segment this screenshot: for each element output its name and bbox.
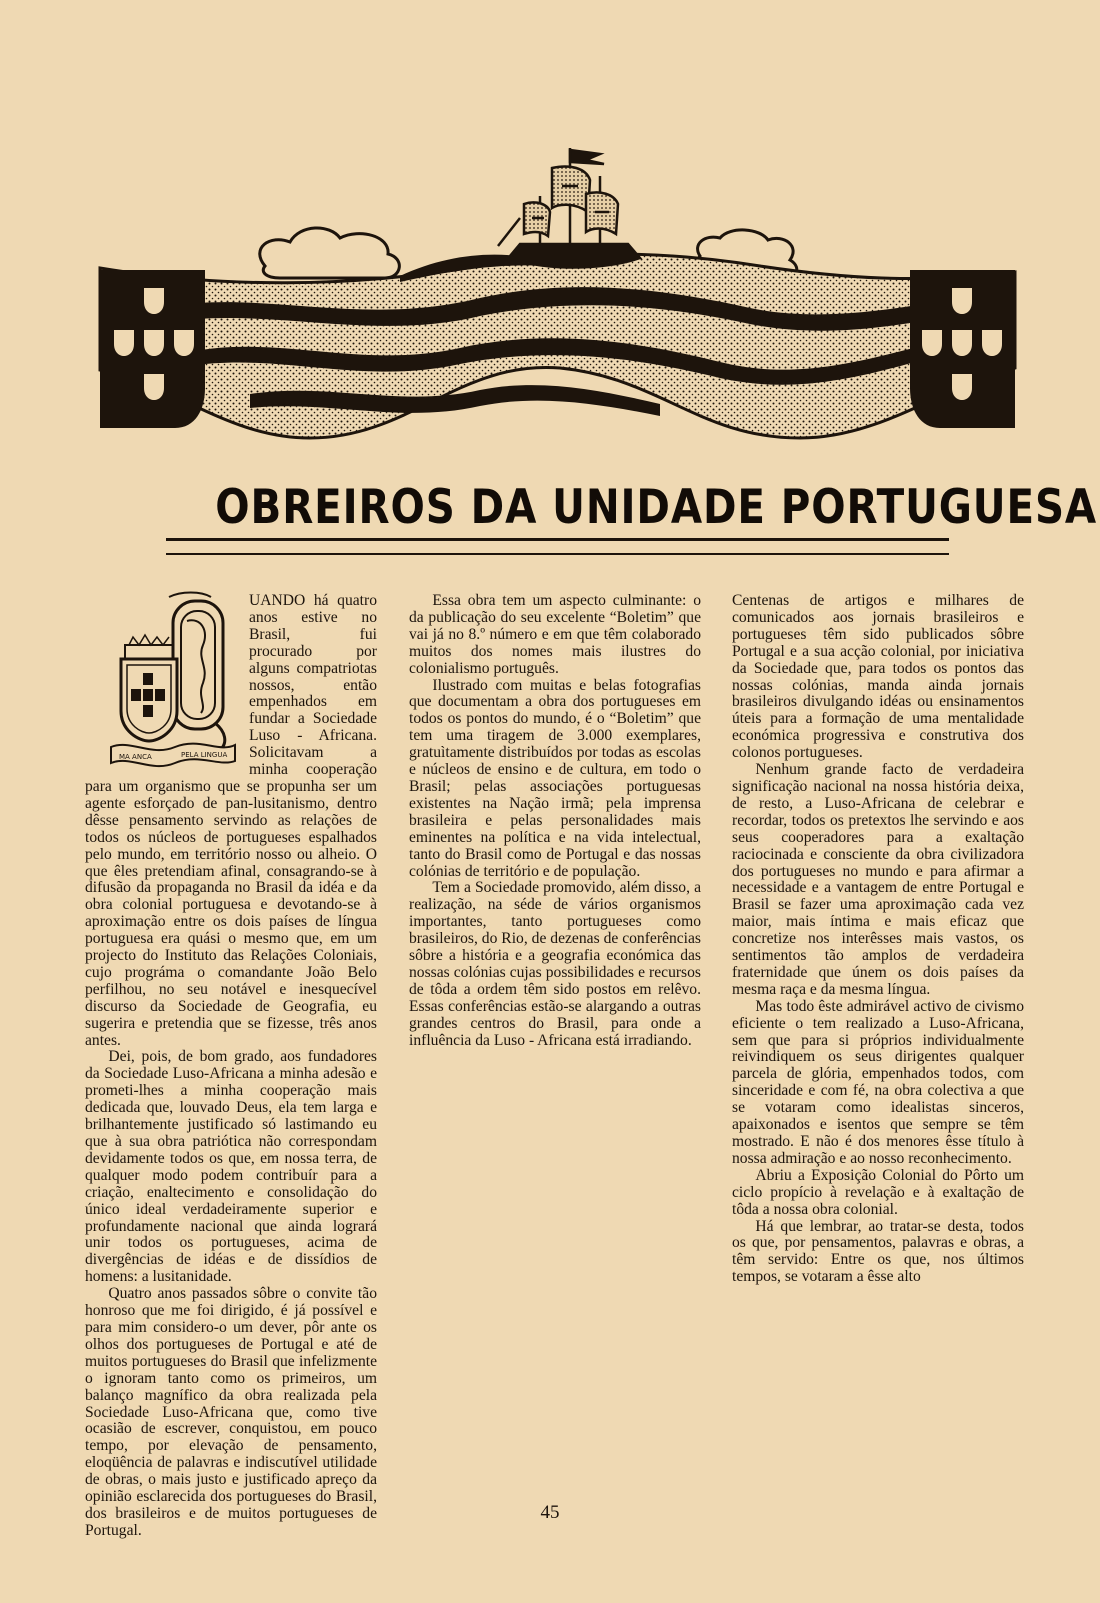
paragraph-8: Nenhum grande facto de verdadeira significação nacional na nossa história deixa, de resto, a Luso-Africana de celebrar e recordar, todos os pretextos lhe servindo e aos seus cooperadores para a exaltação raciocinada e consciente da obra civilizadora dos portugueses no mundo e para afirmar a necessidade e a vantagem de entre Portugal e Brasil se fazer uma aproximação cada vez maior, mais íntima e mais eficaz que concretize nos interêsses mais vastos, os sentimentos tão amplos de verdadeira fraternidade que únem os dois países da mesma raça e da mesma língua.	[732, 761, 1024, 998]
paragraph-7: Centenas de artigos e milhares de comunicados aos jornais brasileiros e portugueses têm sido publicados sôbre Portugal e a sua acção colonial, por iniciativa da Sociedade que, para todos os pontos das nossas colónias, manda ainda jornais brasileiros divulgando idéas ou ensinamentos úteis para a formação de uma mentalidade económica progressiva e construtiva dos colonos portugueses.	[732, 592, 1024, 762]
cloud-left-icon	[260, 228, 400, 278]
page-number: 45	[540, 1502, 560, 1523]
paragraph-9: Mas todo êste admirável activo de civismo eficiente o tem realizado a Luso-Africana, sem que para si próprios individualmente reivindiquem os seus dirigentes qualquer parcela de glória, empenhados todos, com sinceridade e com fé, na obra colectiva a que se votaram como idealistas sinceros, apaixonados e isentos que sempre se têm mostrado. E não é dos menores êsse título à nossa admiração e ao nosso reconhecimento.	[732, 997, 1024, 1167]
paragraph-1-text: há quatro anos estive no Brasil, fui procurado por alguns compatriotas nossos, então empenhados em fundar a Sociedade Luso - Africana. Solicitavam a minha cooperação para um organismo que se propunha ser um agente esforçado de pan-lusitanismo, dentro dêsse pensamento servindo as relações de todos os núcleos de portugueses espalhados pelo mundo, em território nosso ou alheio. O que êles pretendiam afinal, consagrando-se à difusão da propaganda no Brasil da idéa e da obra colonial portuguesa e devotando-se à aproximação entre os dois países de língua portuguesa era quási o mesmo que, em um projecto do Instituto das Relações Coloniais, cujo prográma o comandante João Belo perfilhou, no seu notável e inesquecível discurso da Sociedade de Geografia, eu sugerira e pretendia que se fizesse, três anos antes.	[85, 592, 377, 1049]
paragraph-6: Tem a Sociedade promovido, além disso, a realização, na séde de vários organismos importantes, tanto portugueses como brasileiros, do Rio, de dezenas de conferências sôbre a história e a geografia económica das nossas colónias cujas possibilidades e recursos de tôda a ordem têm sido postos em relêvo. Essas conferências estão-se alargando a outras grandes centros do Brasil, para onde a influência da Luso - Africana está irradiando.	[409, 879, 701, 1049]
title-rule-top	[166, 538, 949, 541]
motto-right: PELA LINGUA	[181, 751, 228, 759]
dropcap-q-emblem	[111, 591, 239, 767]
dropcap-lead: UANDO	[249, 592, 306, 609]
paragraph-2: Dei, pois, de bom grado, aos fundadores da Sociedade Luso-Africana a minha adesão e prometi-lhes a minha cooperação mais dedicada que, louvado Deus, ela tem larga e brilhantemente justificado só lastimando eu que à sua obra patriótica não correspondam devidamente todos os que, em nossa terra, de qualquer modo podem contribuír para a criação, enaltecimento e consolidação do único ideal verdadeiramente superior e profundamente nacional que ainda logrará unir todos os portugueses, acima de divergências de idéas e de dissídios de homens: a lusitanidade.	[85, 1048, 377, 1286]
paragraph-11: Há que lembrar, ao tratar-se desta, todos os que, por pensamentos, palavras e obras, a têm servido: Entre os que, nos últimos tempos, se votaram a êsse alto	[732, 1217, 1024, 1286]
column-2	[409, 593, 701, 1508]
paragraph-4: Essa obra tem um aspecto culminante: o da publicação do seu excelente “Boletim” que vai já no 8.º número e em que têm colaborado muitos dos nomes mais ilustres do colonialismo português.	[409, 592, 701, 677]
column-1	[85, 592, 377, 1539]
paragraph-3: Quatro anos passados sôbre o convite tão honroso que me foi dirigido, é já possível e para mim considero-o um dever, pôr ante os olhos dos portugueses de Portugal e até de muitos portugueses do Brasil que infelizmente o ignoram tanto como os primeiros, um balanço magnífico da obra realizada pela Sociedade Luso-Africana que, como tive ocasião de escrever, conquistou, em pouco tempo, por elevação de pensamento, eloqüência de palavras e indiscutível utilidade de obras, o mais justo e justificado apreço da opinião esclarecida dos portugueses do Brasil, dos brasileiros e de muitos portugueses de Portugal.	[85, 1285, 377, 1539]
title-rule-bottom	[166, 553, 949, 555]
article-title: OBREIROS DA UNIDADE PORTUGUESA	[215, 480, 1098, 535]
column-3	[732, 593, 1024, 1508]
motto-left: MA ANCA	[119, 753, 152, 761]
caravel-icon	[498, 148, 640, 268]
caravel-sea-banner	[100, 138, 1015, 466]
paragraph-10: Abriu a Exposição Colonial do Pôrto um ciclo propício à revelação e à exaltação de tôda a nossa obra colonial.	[732, 1166, 1024, 1218]
paragraph-5: Ilustrado com muitas e belas fotografias que documentam a obra dos portugueses em todos os pontos do mundo, é o “Boletim” que tem uma tiragem de 3.000 exemplares, gratuìtamente distribuídos por todas as escolas e núcleos de ensino e de cultura, em todo o Brasil; pelas associações portuguesas existentes na Nação irmã; pela imprensa brasileira e pelas personalidades mais eminentes na política e na vida intelectual, tanto do Brasil como de Portugal e das nossas colónias de território e de população.	[409, 676, 701, 880]
